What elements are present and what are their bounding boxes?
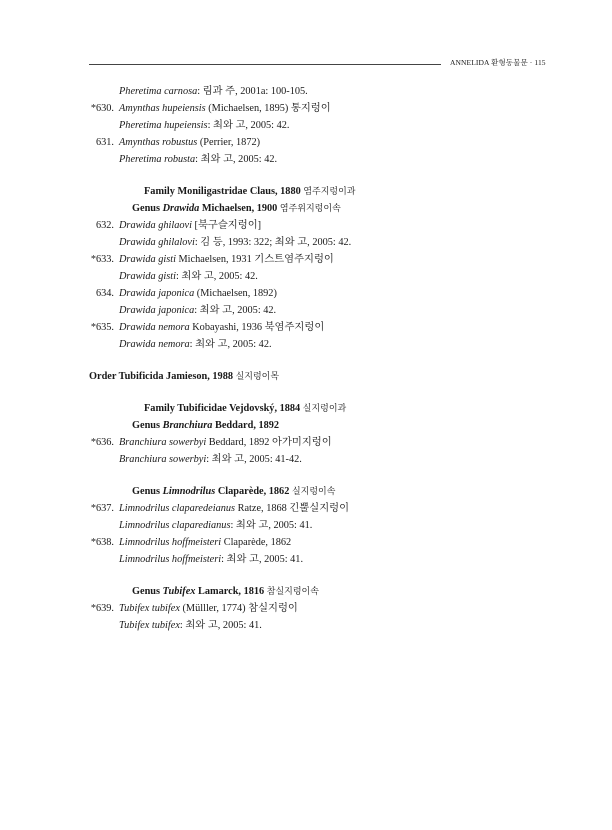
running-header: ANNELIDA 환형동물문 · 115 [450,58,546,67]
synonym-line [0,551,612,568]
entry-number: *635. [90,322,114,333]
species-entry [0,534,612,551]
genus-name: Tubifex [162,586,196,597]
synonym-line [0,517,612,534]
entry-body [119,617,262,634]
species-list [0,83,612,634]
citation-text: (Michaelsen, 1895) 통지렁이 [205,103,331,114]
taxon-name: Drawida ghilaovi [119,220,192,231]
citation-text: : 최와 고, 2005: 42. [207,120,290,131]
taxon-name: Drawida nemora [119,339,190,350]
taxon-name: Limnodrilus claparedianus [119,520,231,531]
section-spacer [0,353,612,368]
korean-name: 참실지렁이속 [266,587,319,597]
entry-number: *636. [90,437,114,448]
korean-name: 실지렁이속 [291,487,336,497]
taxon-name: Drawida gisti [119,254,176,265]
genus-name: Genus [132,486,163,497]
family-name: Family Moniligastridae Claus, 1880 [144,186,304,197]
entry-body [119,217,261,234]
species-entry [0,100,612,117]
synonym-line [0,268,612,285]
genus-name: Limnodrilus [162,486,216,497]
entry-body [119,336,272,353]
entry-number: 631. [95,137,114,148]
taxon-name: Drawida nemora [119,322,190,333]
citation-text: : 최와 고, 2005: 42. [194,305,277,316]
genus-author: Lamarck, 1816 [195,586,267,597]
taxon-name: Drawida japonica [119,305,195,316]
taxon-name: Branchiura sowerbyi [119,437,207,448]
genus-author: Claparède, 1862 [215,486,292,497]
taxon-name: Amynthas hupeiensis [119,103,206,114]
synonym-line [0,617,612,634]
family-heading [0,400,612,417]
citation-text: Kobayashi, 1936 북염주지렁이 [189,322,325,333]
taxon-name: Drawida japonica [119,288,195,299]
entry-number: *639. [90,603,114,614]
entry-body [119,83,308,100]
entry-number: *638. [90,537,114,548]
entry-body [119,100,331,117]
taxon-name: Pheretima carnosa [119,86,198,97]
citation-text: Beddard, 1892 아가미지렁이 [206,437,332,448]
synonym-line [0,336,612,353]
species-entry [0,251,612,268]
entry-number: 632. [95,220,114,231]
entry-body [119,517,312,534]
entry-body [119,134,260,151]
genus-name: Genus [132,586,163,597]
genus-name: Drawida [162,203,200,214]
citation-text: Michaelsen, 1931 기스트염주지렁이 [175,254,334,265]
entry-body [119,600,298,617]
species-entry [0,285,612,302]
citation-text: : 최와 고, 2005: 41. [221,554,304,565]
taxon-name: Limnodrilus hoffmeisteri [119,554,222,565]
taxon-name: Limnodrilus claparedeianus [119,503,236,514]
taxon-name: Pheretima robusta [119,154,196,165]
taxon-name: Limnodrilus hoffmeisteri [119,537,222,548]
genus-heading [0,200,612,217]
citation-text: : 최와 고, 2005: 42. [189,339,272,350]
entry-body [119,251,334,268]
species-entry [0,217,612,234]
section-spacer [0,168,612,183]
citation-text: : 최와 고, 2005: 41-42. [206,454,302,465]
taxon-name: Amynthas robustus [119,137,198,148]
entry-body [119,500,349,517]
entry-body [119,268,258,285]
synonym-line [0,117,612,134]
citation-text: : 림과 주, 2001a: 100-105. [197,86,308,97]
entry-number: *633. [90,254,114,265]
taxon-name: Branchiura sowerbyi [119,454,207,465]
taxon-name: Tubifex tubifex [119,620,180,631]
citation-text: [북구슬지렁이] [191,220,262,231]
entry-body [119,285,277,302]
synonym-line [0,83,612,100]
genus-heading [0,583,612,600]
synonym-line [0,151,612,168]
taxon-name: Drawida gisti [119,271,176,282]
entry-body [119,534,291,551]
genus-author: Beddard, 1892 [212,420,280,431]
genus-name: Branchiura [162,420,213,431]
citation-text: : 최와 고, 2005: 42. [195,154,278,165]
entry-body [119,319,324,336]
genus-author: Michaelsen, 1900 [199,203,280,214]
family-heading [0,183,612,200]
citation-text: : 최와 고, 2005: 41. [230,520,313,531]
entry-body [119,451,302,468]
species-entry [0,134,612,151]
header-rule [89,64,441,65]
entry-body [119,302,276,319]
citation-text: : 김 등, 1993: 322; 최와 고, 2005: 42. [194,237,352,248]
genus-name: Genus [132,420,163,431]
genus-heading [0,417,612,434]
entry-body [119,434,332,451]
citation-text: (Perrier, 1872) [197,137,261,148]
korean-name: 실지렁이목 [235,372,280,382]
citation-text: (Michaelsen, 1892) [194,288,277,299]
species-entry [0,500,612,517]
synonym-line [0,302,612,319]
species-entry [0,319,612,336]
entry-number: *637. [90,503,114,514]
order-name: Order Tubificida Jamieson, 1988 [89,371,236,382]
citation-text: : 최와 고, 2005: 42. [175,271,258,282]
taxon-name: Tubifex tubifex [119,603,180,614]
entry-body [119,117,289,134]
section-spacer [0,568,612,583]
korean-name: 염주위지렁이속 [279,204,341,214]
family-name: Family Tubificidae Vejdovský, 1884 [144,403,303,414]
entry-body [119,234,351,251]
taxon-name: Drawida ghilalovi [119,237,195,248]
citation-text: Ratze, 1868 긴뿔실지렁이 [235,503,350,514]
entry-number: 634. [95,288,114,299]
entry-body [119,551,303,568]
synonym-line [0,451,612,468]
taxon-name: Pheretima hupeiensis [119,120,208,131]
citation-text: Claparède, 1862 [221,537,292,548]
korean-name: 염주지렁이과 [303,187,356,197]
order-heading [0,368,612,385]
section-spacer [0,385,612,400]
citation-text: (Mülller, 1774) 참실지렁이 [179,603,298,614]
genus-heading [0,483,612,500]
synonym-line [0,234,612,251]
species-entry [0,434,612,451]
entry-body [119,151,277,168]
entry-number: *630. [90,103,114,114]
citation-text: : 최와 고, 2005: 41. [179,620,262,631]
species-entry [0,600,612,617]
section-spacer [0,468,612,483]
genus-name: Genus [132,203,163,214]
korean-name: 실지렁이과 [302,404,347,414]
